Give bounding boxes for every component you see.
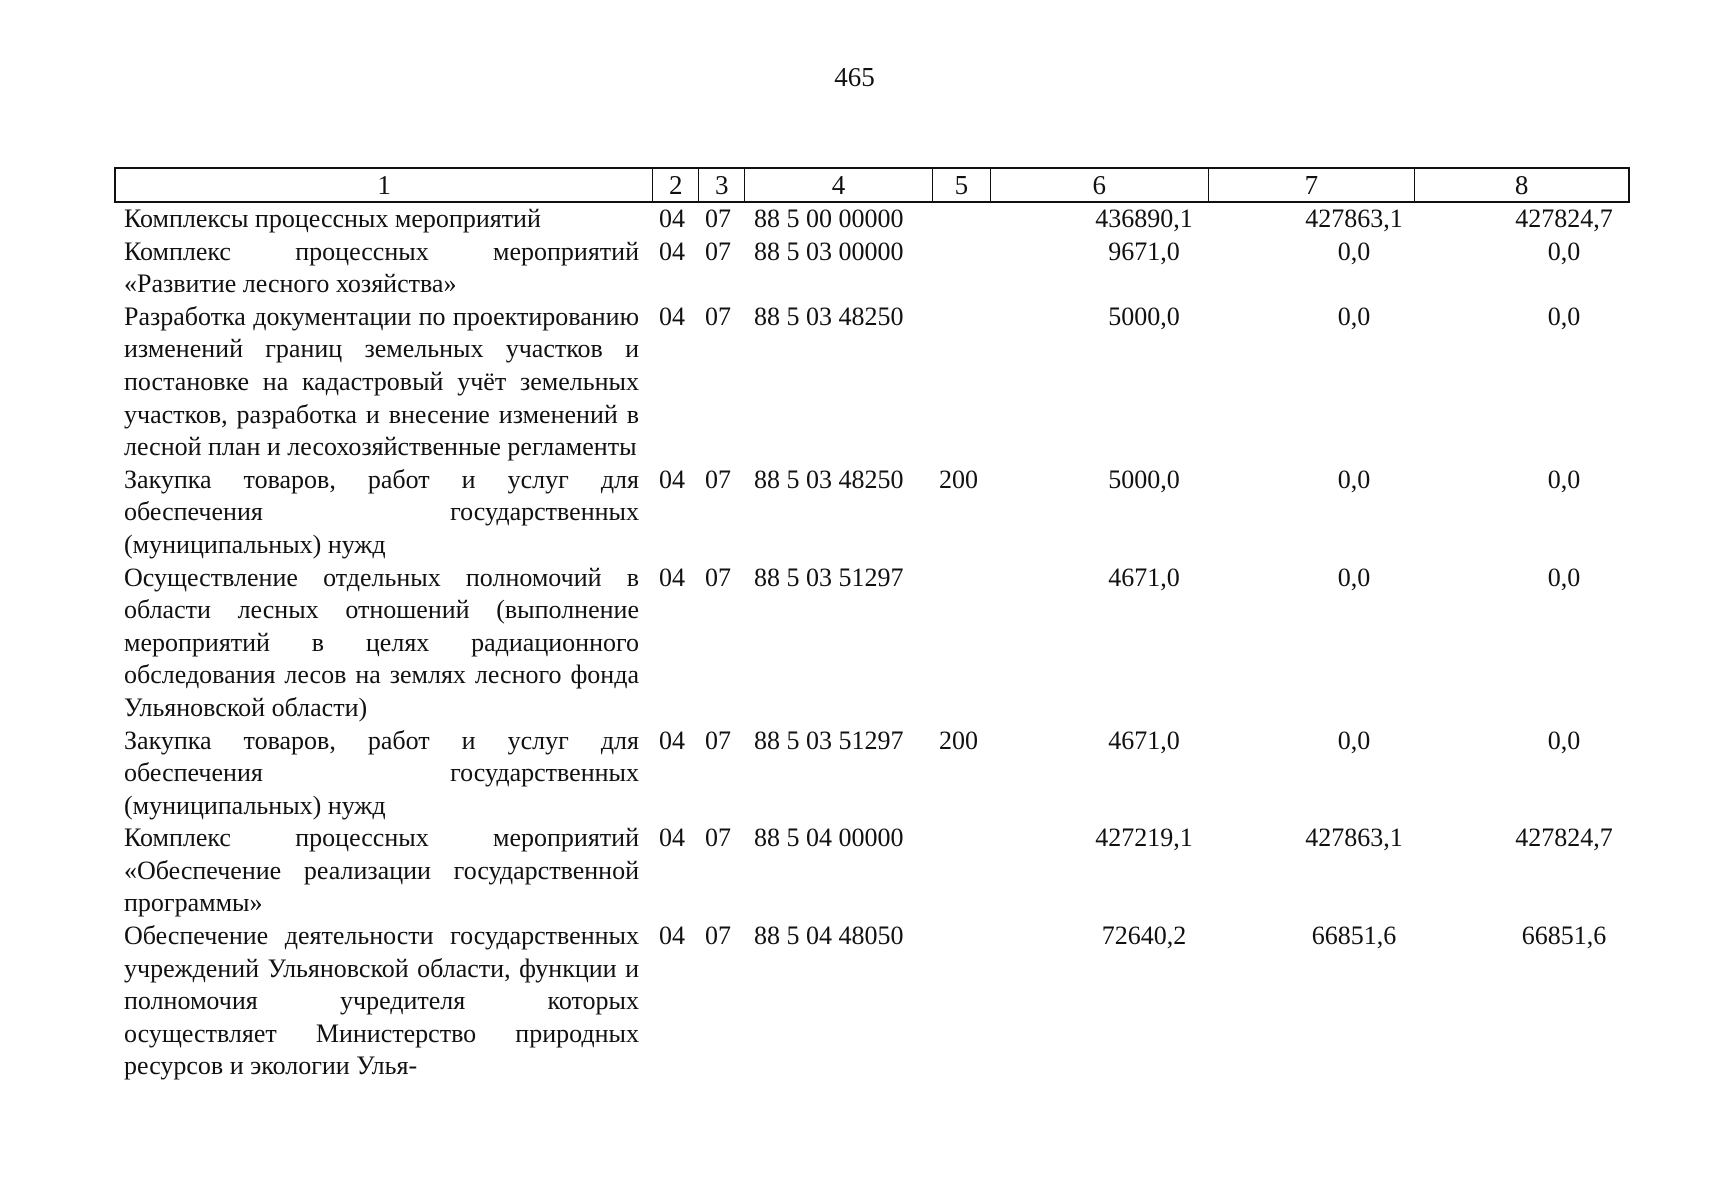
page-number: 465 [834, 62, 875, 92]
table-body [124, 203, 1624, 1083]
row-target-code: 88 5 04 48050 [754, 921, 904, 951]
column-header-7: 7 [1209, 169, 1416, 201]
row-amount-col7: 0,0 [1337, 562, 1371, 592]
column-header-3: 3 [699, 169, 745, 201]
table-row [124, 725, 1624, 823]
row-name: Закупка товаров, работ и услуг для обеспечения государственных (муниципальных) нужд [124, 464, 639, 559]
column-header-6: 6 [991, 169, 1209, 201]
row-subsection: 07 [705, 204, 731, 233]
row-target-code: 88 5 03 00000 [754, 236, 904, 266]
table-row [124, 236, 1624, 301]
table-header-row [114, 167, 1630, 203]
table-row [124, 920, 1624, 1083]
row-subsection: 07 [705, 921, 731, 951]
row-amount-col6: 5000,0 [1108, 301, 1180, 331]
row-section: 04 [659, 236, 685, 266]
row-target-code: 88 5 00 00000 [754, 204, 904, 233]
row-section: 04 [659, 464, 685, 494]
row-subsection: 07 [705, 725, 731, 755]
row-amount-col6: 4671,0 [1108, 562, 1180, 592]
row-target-code: 88 5 03 48250 [754, 464, 904, 494]
row-name: Обеспечение деятельности государственных учреждений Ульяновской области, функции и полномочия учредителя которых осуществляет Министерство природных ресурсов и экологии Улья- [124, 921, 639, 1081]
row-subsection: 07 [705, 464, 731, 494]
row-amount-col6: 9671,0 [1108, 236, 1180, 266]
column-header-1: 1 [116, 169, 653, 201]
table-row [124, 203, 1624, 236]
row-amount-col7: 66851,6 [1311, 921, 1397, 951]
row-amount-col6: 72640,2 [1101, 921, 1187, 951]
row-amount-col8: 66851,6 [1521, 921, 1607, 951]
row-name: Разработка документации по проектированию изменений границ земельных участков и постановке на кадастровый учёт земельных участков, разработка и внесение изменений в лесной план и лесохозяйственные регламенты [124, 301, 639, 462]
row-target-code: 88 5 03 51297 [754, 725, 904, 755]
row-amount-col8: 0,0 [1547, 301, 1581, 331]
row-expense-type: 200 [939, 725, 978, 755]
column-header-2: 2 [653, 169, 699, 201]
row-amount-col6: 436890,1 [1095, 204, 1193, 233]
row-amount-col6: 427219,1 [1095, 823, 1193, 853]
row-name: Закупка товаров, работ и услуг для обеспечения государственных (муниципальных) нужд [124, 725, 639, 820]
row-target-code: 88 5 03 48250 [754, 301, 904, 331]
table-row [124, 301, 1624, 464]
row-amount-col8: 0,0 [1547, 236, 1581, 266]
row-amount-col8: 0,0 [1547, 725, 1581, 755]
table-row [124, 562, 1624, 725]
row-name: Комплекс процессных мероприятий «Обеспечение реализации государственной программы» [124, 823, 639, 918]
row-name: Комплекс процессных мероприятий «Развитие лесного хозяйства» [124, 236, 639, 299]
row-amount-col8: 427824,7 [1515, 204, 1613, 233]
row-amount-col6: 4671,0 [1108, 725, 1180, 755]
row-target-code: 88 5 04 00000 [754, 823, 904, 853]
row-section: 04 [659, 562, 685, 592]
table-row [124, 822, 1624, 920]
table-row [124, 464, 1624, 562]
row-target-code: 88 5 03 51297 [754, 562, 904, 592]
row-amount-col7: 427863,1 [1305, 823, 1403, 853]
row-amount-col8: 427824,7 [1515, 823, 1613, 853]
row-section: 04 [659, 823, 685, 853]
row-amount-col6: 5000,0 [1108, 464, 1180, 494]
row-amount-col7: 0,0 [1337, 464, 1371, 494]
row-subsection: 07 [705, 562, 731, 592]
row-section: 04 [659, 725, 685, 755]
row-name: Осуществление отдельных полномочий в области лесных отношений (выполнение мероприятий в целях радиационного обследования лесов на землях лесного фонда Ульяновской области) [124, 562, 639, 722]
row-subsection: 07 [705, 236, 731, 266]
row-amount-col7: 0,0 [1337, 236, 1371, 266]
column-header-8: 8 [1514, 170, 1529, 200]
row-amount-col7: 0,0 [1337, 301, 1371, 331]
row-amount-col8: 0,0 [1547, 562, 1581, 592]
row-amount-col7: 427863,1 [1305, 204, 1403, 233]
row-name: Комплексы процессных мероприятий [124, 204, 541, 233]
row-section: 04 [659, 921, 685, 951]
row-expense-type: 200 [939, 464, 978, 494]
column-header-4: 4 [745, 169, 933, 201]
row-amount-col8: 0,0 [1547, 464, 1581, 494]
row-subsection: 07 [705, 823, 731, 853]
row-amount-col7: 0,0 [1337, 725, 1371, 755]
row-subsection: 07 [705, 301, 731, 331]
row-section: 04 [659, 204, 685, 233]
column-header-5: 5 [933, 169, 991, 201]
row-section: 04 [659, 301, 685, 331]
